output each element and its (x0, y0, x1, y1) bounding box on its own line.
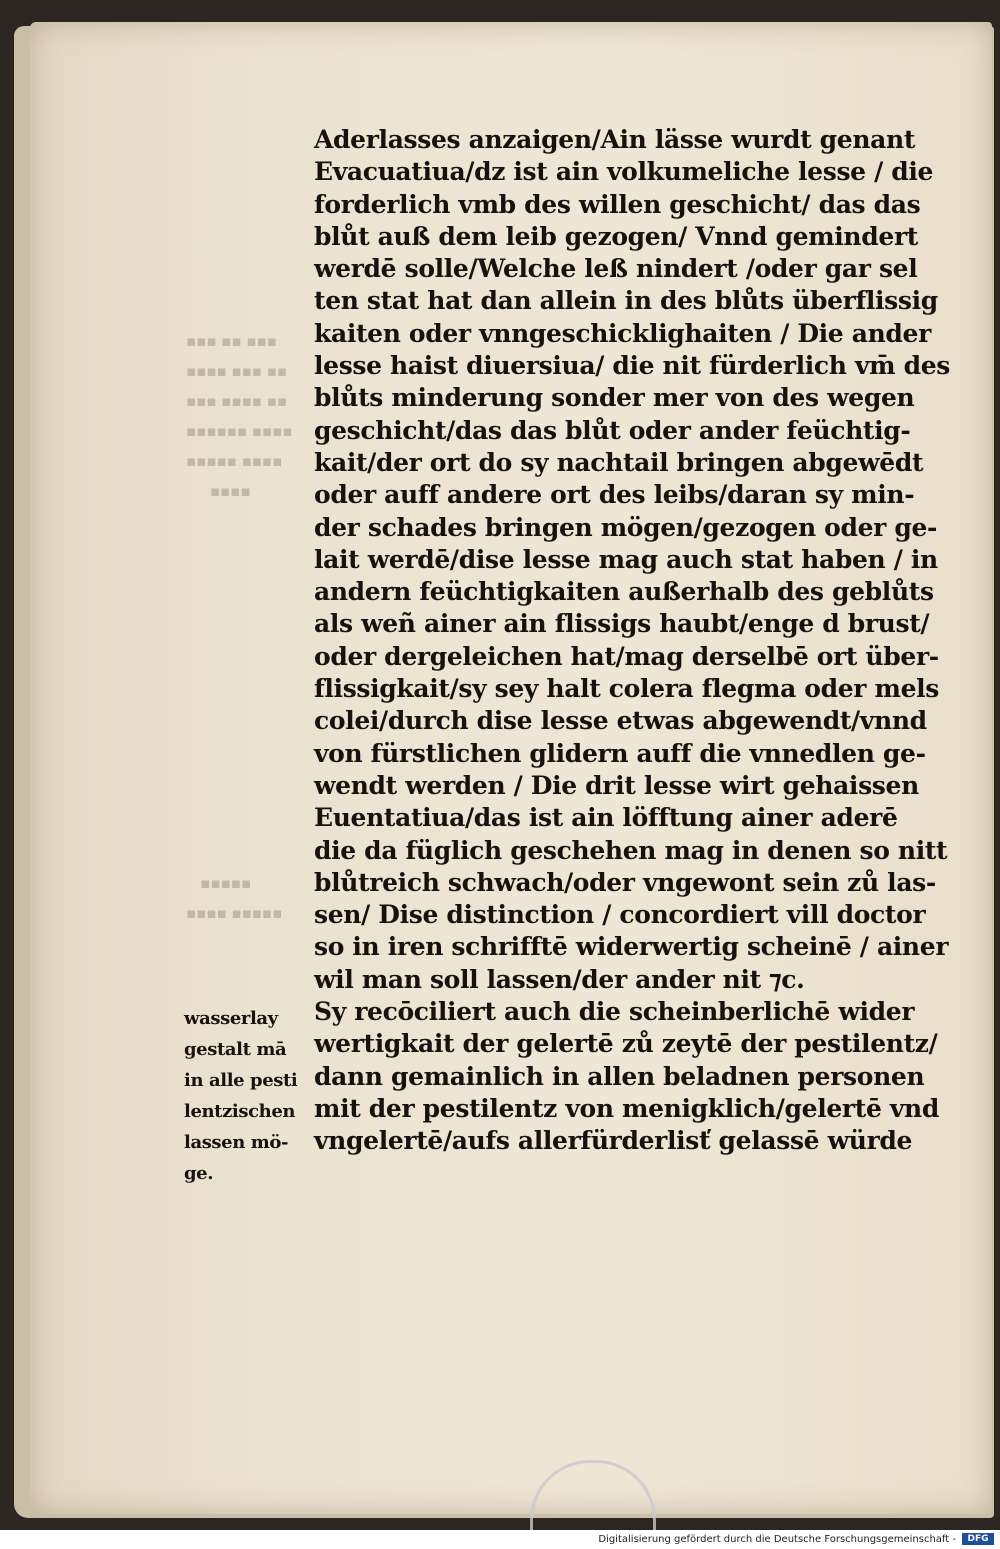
text-line: lesse haist diuersiua/ die nit fürderlich vm̄ des (314, 351, 950, 381)
text-line: Evacuatiua/dz ist ain volkumeliche lesse / die (314, 157, 934, 187)
text-line: ten stat hat dan allein in des blůts überflissig (314, 286, 938, 316)
text-line: flissigkait/sy sey halt colera flegma oder mels (314, 674, 939, 704)
text-line: oder dergeleichen hat/mag derselbē ort über- (314, 641, 939, 671)
text-line: sen/ Dise distinction / concordiert vill doctor (314, 900, 926, 930)
text-line: kaiten oder vnngeschicklighaiten / Die ander (314, 318, 931, 348)
text-line: oder auff andere ort des leibs/daran sy min- (314, 480, 915, 510)
margin-note-line: lentzischen (184, 1101, 296, 1122)
text-line: blůts minderung sonder mer von des wegen (314, 383, 915, 413)
text-line: wertigkait der gelertē zů zeytē der pestilentz/ (314, 1029, 938, 1059)
text-line: als weñ ainer ain flissigs haubt/enge d brust/ (314, 609, 930, 639)
dfg-logo[interactable]: DFG (962, 1533, 994, 1545)
text-line: der schades bringen mögen/gezogen oder ge- (314, 512, 938, 542)
show-through-marks-lower: ▪▪▪▪▪ ▪▪▪▪ ▪▪▪▪▪ (186, 874, 283, 922)
text-line: forderlich vmb des willen geschicht/ das das (314, 189, 921, 219)
text-line: werdē solle/Welche leß nindert /oder gar sel (314, 254, 918, 284)
text-line: andern feüchtigkaiten außerhalb des geblůts (314, 577, 934, 607)
text-line: lait werdē/dise lesse mag auch stat haben / in (314, 544, 938, 574)
footer-bar (0, 1530, 1000, 1549)
text-line: wendt werden / Die drit lesse wirt gehaissen (314, 770, 919, 800)
margin-note-line: in alle pesti (184, 1070, 298, 1091)
text-line: blůtreich schwach/oder vngewont sein zů las- (314, 867, 936, 897)
text-line: wil man soll lassen/der ander nit ⁊c. (314, 964, 805, 994)
text-line: Sy recōciliert auch die scheinberlichē wider (314, 997, 915, 1027)
text-line: colei/durch dise lesse etwas abgewendt/vnnd (314, 706, 927, 736)
margin-note-line: ge. (184, 1163, 214, 1184)
text-line: so in iren schrifftē widerwertig scheinē / ainer (314, 932, 949, 962)
main-text-block (314, 124, 950, 1158)
text-line: blůt auß dem leib gezogen/ Vnnd gemindert (314, 221, 918, 251)
show-through-marks: ▪▪▪ ▪▪ ▪▪▪ ▪▪▪▪ ▪▪▪ ▪▪ ▪▪▪ ▪▪▪▪ ▪▪ ▪▪▪▪▪▪ ▪▪▪▪ ▪▪▪▪▪ ▪▪▪▪ ▪▪▪▪ (186, 332, 293, 500)
text-line: Aderlasses anzaigen/Ain lässe wurdt genant (314, 125, 916, 154)
text-line: die da füglich geschehen mag in denen so nitt (314, 835, 948, 865)
margin-note (184, 1003, 312, 1189)
text-line: kait/der ort do sy nachtail bringen abgewēdt (314, 447, 924, 477)
margin-note-line: wasserlay (184, 1008, 278, 1029)
text-line: Euentatiua/das ist ain löfftung ainer aderē (314, 803, 898, 833)
text-line: von fürstlichen glidern auff die vnnedlen ge- (314, 738, 926, 768)
text-line: dann gemainlich in allen beladnen personen (314, 1061, 925, 1091)
text-line: mit der pestilentz von menigklich/gelertē vnd (314, 1093, 939, 1123)
margin-note-line: lassen mö- (184, 1132, 289, 1153)
footer-credit: Digitalisierung gefördert durch die Deutsche Forschungsgemeinschaft - (598, 1534, 956, 1545)
margin-note-line: gestalt mā (184, 1039, 287, 1060)
text-line: geschicht/das das blůt oder ander feüchtig- (314, 415, 911, 445)
text-line: vngelertē/aufs allerfürderlisť gelassē würde (314, 1126, 913, 1156)
